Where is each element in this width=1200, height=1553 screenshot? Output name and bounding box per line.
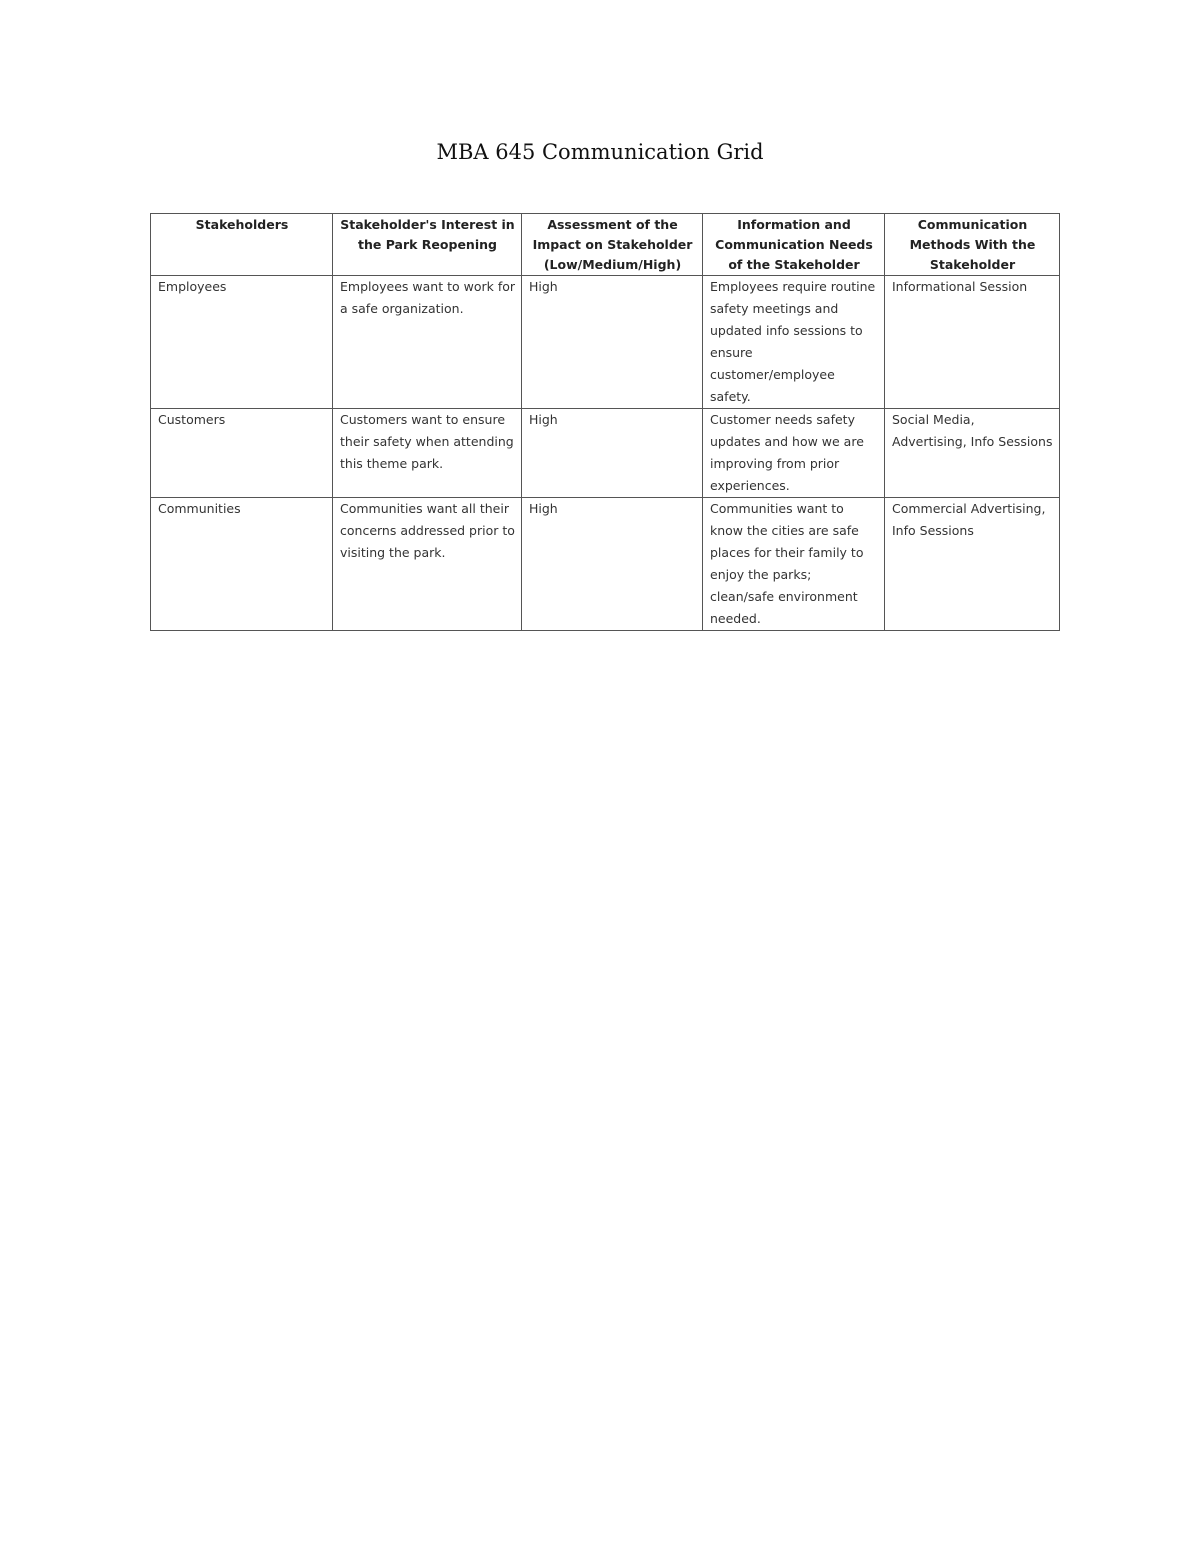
cell-needs: Communities want to know the cities are safe places for their family to enjoy the parks; clean/safe environment needed.: [703, 498, 885, 631]
header-interest: Stakeholder's Interest in the Park Reopening: [333, 214, 522, 276]
header-needs: Information and Communication Needs of the Stakeholder: [703, 214, 885, 276]
table-row: [151, 498, 1060, 631]
header-impact: Assessment of the Impact on Stakeholder (Low/Medium/High): [522, 214, 703, 276]
cell-interest: Communities want all their concerns addressed prior to visiting the park.: [333, 498, 522, 631]
cell-stakeholder: Employees: [151, 276, 333, 409]
communication-grid-table: [150, 213, 1060, 631]
header-stakeholders: Stakeholders: [151, 214, 333, 276]
table-row: [151, 409, 1060, 498]
cell-impact: High: [522, 276, 703, 409]
cell-methods: Commercial Advertising, Info Sessions: [885, 498, 1060, 631]
cell-methods: Social Media, Advertising, Info Sessions: [885, 409, 1060, 498]
table-row: [151, 276, 1060, 409]
cell-impact: High: [522, 498, 703, 631]
header-methods: Communication Methods With the Stakeholder: [885, 214, 1060, 276]
cell-needs: Customer needs safety updates and how we are improving from prior experiences.: [703, 409, 885, 498]
cell-impact: High: [522, 409, 703, 498]
cell-needs: Employees require routine safety meetings and updated info sessions to ensure customer/employee safety.: [703, 276, 885, 409]
cell-interest: Employees want to work for a safe organization.: [333, 276, 522, 409]
cell-stakeholder: Customers: [151, 409, 333, 498]
cell-stakeholder: Communities: [151, 498, 333, 631]
cell-methods: Informational Session: [885, 276, 1060, 409]
page-title: MBA 645 Communication Grid: [436, 140, 764, 164]
cell-interest: Customers want to ensure their safety when attending this theme park.: [333, 409, 522, 498]
table-header-row: [151, 214, 1060, 276]
